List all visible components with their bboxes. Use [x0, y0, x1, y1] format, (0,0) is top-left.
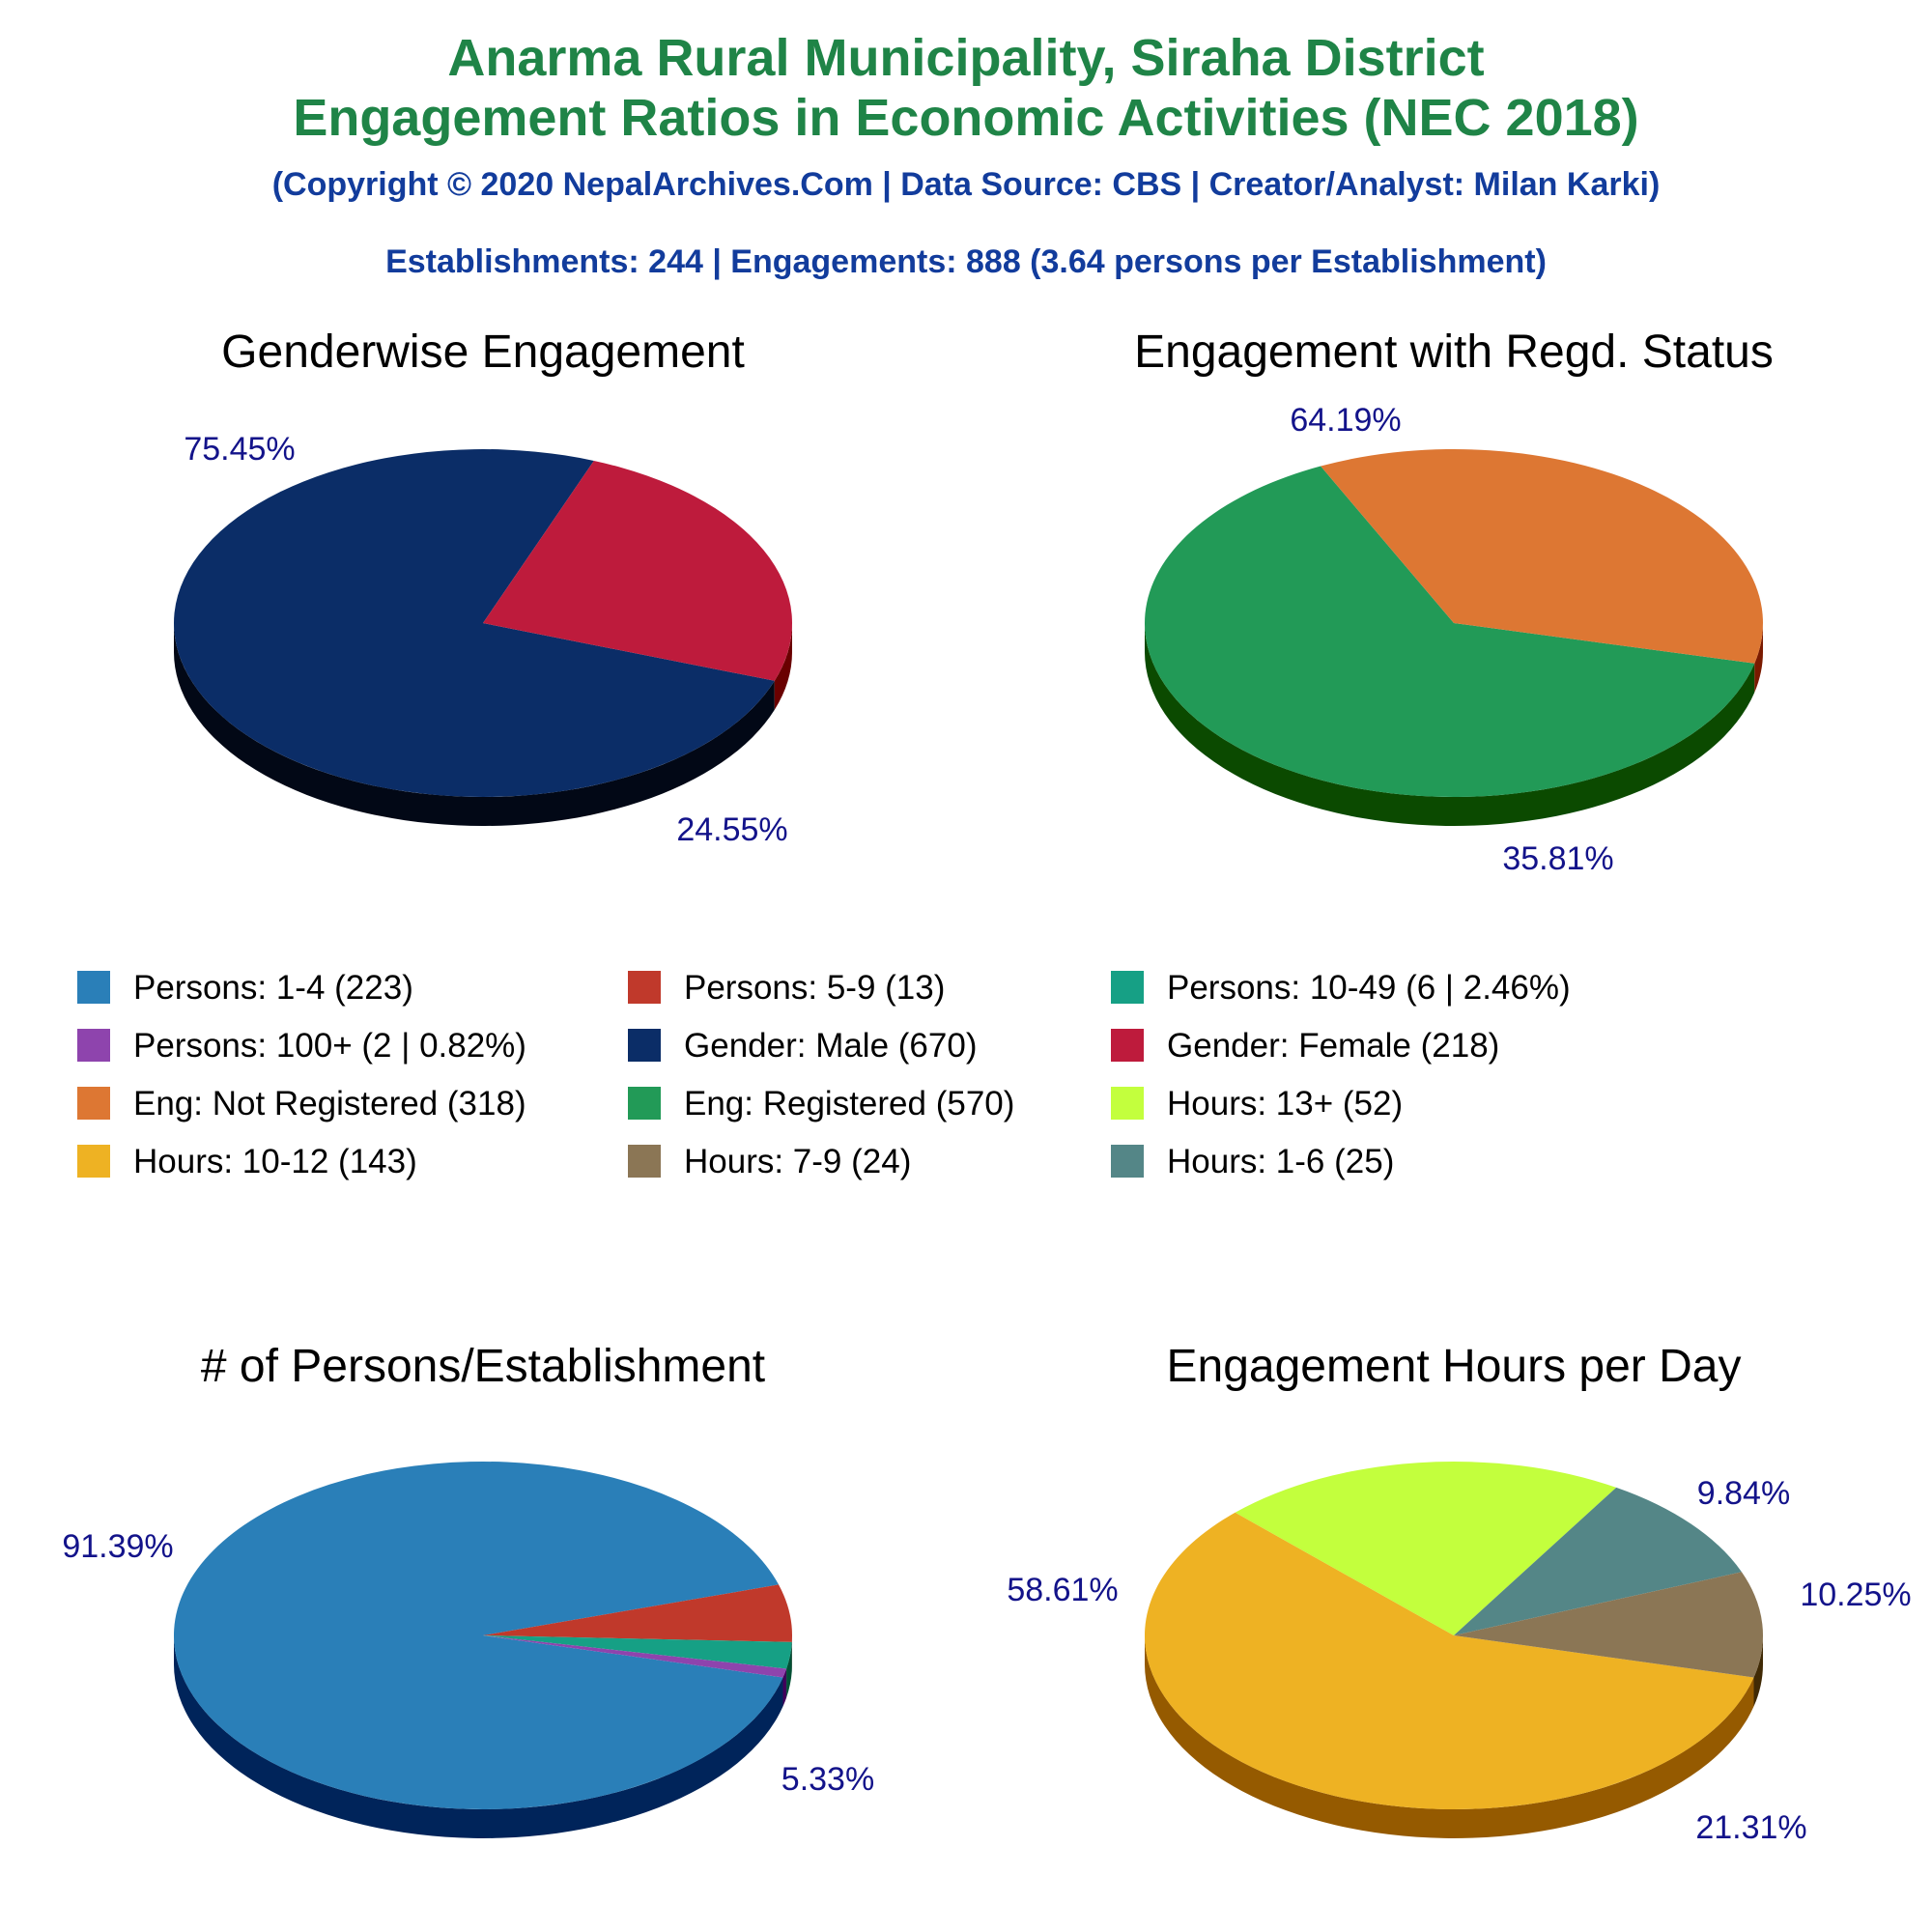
legend-swatch-6	[1111, 1029, 1144, 1062]
pie-label-4-3: 10.25%	[1800, 1577, 1912, 1613]
legend-label-10: Hours: 10-12 (143)	[133, 1143, 417, 1180]
legend-swatch-10	[77, 1145, 110, 1178]
pie-label-4-4: 9.84%	[1696, 1475, 1791, 1512]
pie-chart-2	[1134, 327, 1774, 877]
legend-label-11: Hours: 7-9 (24)	[684, 1143, 912, 1180]
pie-chart-4	[1007, 1341, 1911, 1846]
summary-line: Establishments: 244 | Engagements: 888 (3.64 persons per Establishment)	[385, 243, 1547, 280]
legend-swatch-3	[1111, 971, 1144, 1004]
pie-label-2-1: 64.19%	[1290, 402, 1402, 439]
legend-swatch-12	[1111, 1145, 1144, 1178]
legend-swatch-4	[77, 1029, 110, 1062]
main-title-line1: Anarma Rural Municipality, Siraha District	[447, 29, 1485, 87]
legend	[77, 969, 1571, 1180]
legend-swatch-2	[628, 971, 661, 1004]
legend-swatch-11	[628, 1145, 661, 1178]
copyright-line: (Copyright © 2020 NepalArchives.Com | Data Source: CBS | Creator/Analyst: Milan Karki)	[271, 166, 1661, 203]
legend-label-4: Persons: 100+ (2 | 0.82%)	[133, 1027, 526, 1065]
pie-title-2: Engagement with Regd. Status	[1134, 327, 1774, 378]
legend-swatch-8	[628, 1087, 661, 1120]
pie-label-1-2: 24.55%	[676, 811, 788, 848]
legend-swatch-5	[628, 1029, 661, 1062]
pie-label-4-1: 58.61%	[1007, 1572, 1119, 1608]
pie-chart-1	[174, 327, 792, 848]
pie-title-3: # of Persons/Establishment	[200, 1341, 766, 1392]
legend-label-7: Eng: Not Registered (318)	[133, 1085, 526, 1122]
legend-label-12: Hours: 1-6 (25)	[1167, 1143, 1395, 1180]
legend-swatch-1	[77, 971, 110, 1004]
main-title-line2: Engagement Ratios in Economic Activities (NEC 2018)	[293, 89, 1639, 147]
pie-label-1-1: 75.45%	[184, 431, 296, 468]
pie-title-4: Engagement Hours per Day	[1166, 1341, 1742, 1392]
legend-label-8: Eng: Registered (570)	[684, 1085, 1015, 1122]
pie-label-3-1: 91.39%	[62, 1528, 174, 1565]
legend-label-1: Persons: 1-4 (223)	[133, 969, 413, 1007]
legend-swatch-7	[77, 1087, 110, 1120]
legend-label-5: Gender: Male (670)	[684, 1027, 978, 1065]
pie-label-4-2: 21.31%	[1695, 1809, 1807, 1846]
legend-label-6: Gender: Female (218)	[1167, 1027, 1500, 1065]
pie-title-1: Genderwise Engagement	[221, 327, 745, 378]
pie-label-2-2: 35.81%	[1502, 840, 1614, 877]
pie-chart-3	[62, 1341, 874, 1838]
legend-swatch-9	[1111, 1087, 1144, 1120]
legend-label-3: Persons: 10-49 (6 | 2.46%)	[1167, 969, 1571, 1007]
pie-label-3-2: 5.33%	[781, 1761, 875, 1798]
legend-label-9: Hours: 13+ (52)	[1167, 1085, 1404, 1122]
legend-label-2: Persons: 5-9 (13)	[684, 969, 946, 1007]
